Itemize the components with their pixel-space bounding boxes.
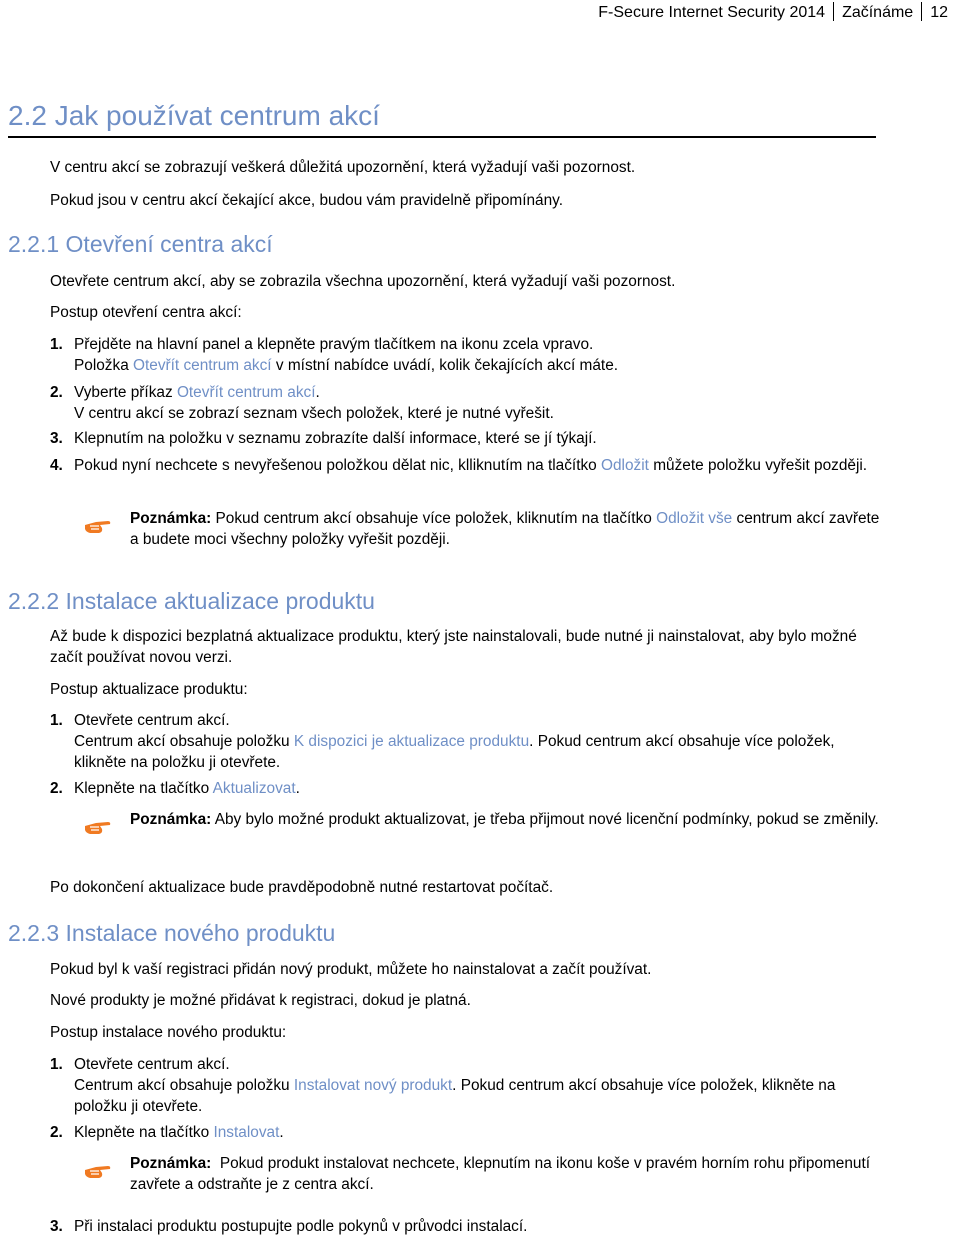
pointing-hand-icon <box>84 516 112 536</box>
ui-term-link: Instalovat <box>213 1124 280 1141</box>
step-text-part: v místní nabídce uvádí, kolik čekajících akcí máte. <box>271 357 619 374</box>
step-number: 4. <box>50 457 63 474</box>
note <box>130 809 880 830</box>
step-line: Přejděte na hlavní panel a klepněte pravým tlačítkem na ikonu zcela vpravo. <box>74 336 594 353</box>
header-divider <box>921 2 922 21</box>
header-product: F-Secure Internet Security 2014 <box>598 4 826 21</box>
step-text-part: Centrum akcí obsahuje položku <box>74 733 294 750</box>
header-divider <box>833 2 834 21</box>
subsection-title-open: 2.2.1 Otevření centra akcí <box>8 231 273 257</box>
note-label: Poznámka: <box>130 811 212 828</box>
paragraph: Otevřete centrum akcí, aby se zobrazila všechna upozornění, která vyžadují vaši pozornost. <box>50 273 676 290</box>
procedure-label: Postup aktualizace produktu: <box>50 681 248 698</box>
step-text <box>74 382 884 424</box>
intro-line-2: Pokud jsou v centru akcí čekající akce, budou vám pravidelně připomínány. <box>50 192 564 209</box>
paragraph: Nové produkty je možné přidávat k registraci, dokud je platná. <box>50 992 471 1009</box>
note-text: centrum akcí zavřete a budete moci všechny položky vyřešit později. <box>130 510 880 548</box>
step-number: 1. <box>50 1056 63 1073</box>
step-text-part: Vyberte příkaz <box>74 384 177 401</box>
procedure-label: Postup instalace nového produktu: <box>50 1024 287 1041</box>
step-text-part: Položka <box>74 357 134 374</box>
note <box>130 508 880 550</box>
ui-term-link: Odložit <box>601 457 649 474</box>
ui-term-link: Odložit vše <box>656 510 733 527</box>
step-text <box>74 710 884 773</box>
step-text <box>74 334 884 376</box>
intro-line-1: V centru akcí se zobrazují veškerá důležitá upozornění, která vyžadují vaši pozornost. <box>50 159 636 176</box>
ui-term-link: Aktualizovat <box>212 780 296 797</box>
pointing-hand-icon <box>84 1161 112 1181</box>
step-text-part: můžete položku vyřešit později. <box>648 457 868 474</box>
step-number: 2. <box>50 1124 63 1141</box>
header-chapter: Začínáme <box>842 4 914 21</box>
step-number: 3. <box>50 430 63 447</box>
note <box>130 1153 880 1195</box>
step-text-part: Pokud nyní nechcete s nevyřešenou položkou dělat nic, klliknutím na tlačítko <box>74 457 602 474</box>
subsection-title-update: 2.2.2 Instalace aktualizace produktu <box>8 588 375 614</box>
subsection-title-new-product: 2.2.3 Instalace nového produktu <box>8 920 336 946</box>
page-number: 12 <box>930 4 948 21</box>
ui-term-link: Otevřít centrum akcí <box>176 384 316 401</box>
ui-term-link: Otevřít centrum akcí <box>133 357 272 374</box>
step-text-part: Klepněte na tlačítko <box>74 1124 214 1141</box>
step-text <box>74 778 884 799</box>
paragraph: Po dokončení aktualizace bude pravděpodobně nutné restartovat počítač. <box>50 879 554 896</box>
step-text-part: . <box>315 384 320 401</box>
step-text-part: . <box>295 780 300 797</box>
running-header <box>598 2 948 22</box>
step-line: V centru akcí se zobrazí seznam všech položek, které je nutné vyřešit. <box>74 405 554 422</box>
pointing-hand-icon <box>84 817 112 837</box>
procedure-label: Postup otevření centra akcí: <box>50 304 242 321</box>
step-number: 2. <box>50 384 63 401</box>
step-line: Otevřete centrum akcí. <box>74 1056 230 1073</box>
step-number: 1. <box>50 712 63 729</box>
step-text: Klepnutím na položku v seznamu zobrazíte další informace, které se jí týkají. <box>74 430 597 447</box>
note-text: Aby bylo možné produkt aktualizovat, je třeba přijmout nové licenční podmínky, pokud se změnily. <box>211 811 879 828</box>
ui-term-link: K dispozici je aktualizace produktu <box>293 733 530 750</box>
paragraph: Až bude k dispozici bezplatná aktualizace produktu, který jste nainstalovali, bude nutné ji nainstalovat, aby bylo možné začít používat novou verzi. <box>50 628 857 666</box>
step-text <box>74 1054 884 1117</box>
step-text: Při instalaci produktu postupujte podle pokynů v průvodci instalací. <box>74 1218 528 1235</box>
step-number: 3. <box>50 1218 63 1235</box>
note-label: Poznámka: <box>130 1155 212 1172</box>
ui-term-link: Instalovat nový produkt <box>293 1077 453 1094</box>
step-text-part: . <box>279 1124 284 1141</box>
step-text-part: Klepněte na tlačítko <box>74 780 213 797</box>
step-number: 2. <box>50 780 63 797</box>
note-text: Pokud centrum akcí obsahuje více položek, kliknutím na tlačítko <box>211 510 657 527</box>
step-text-part: . Pokud centrum akcí obsahuje více položek, klikněte na položku ji otevřete. <box>74 1077 836 1115</box>
step-text <box>74 455 874 476</box>
step-text <box>74 1122 884 1143</box>
step-line: Otevřete centrum akcí. <box>74 712 230 729</box>
section-title: 2.2 Jak používat centrum akcí <box>8 100 380 131</box>
step-number: 1. <box>50 336 63 353</box>
step-text-part: Centrum akcí obsahuje položku <box>74 1077 294 1094</box>
note-label: Poznámka: <box>130 510 212 527</box>
note-text: Pokud produkt instalovat nechcete, klepnutím na ikonu koše v pravém horním rohu připomenutí zavřete a odstraňte je z centra akcí. <box>130 1155 875 1193</box>
paragraph: Pokud byl k vaší registraci přidán nový produkt, můžete ho nainstalovat a začít používat. <box>50 961 652 978</box>
step-text-part: . Pokud centrum akcí obsahuje více položek, klikněte na položku ji otevřete. <box>74 733 835 771</box>
section-rule <box>8 136 876 138</box>
